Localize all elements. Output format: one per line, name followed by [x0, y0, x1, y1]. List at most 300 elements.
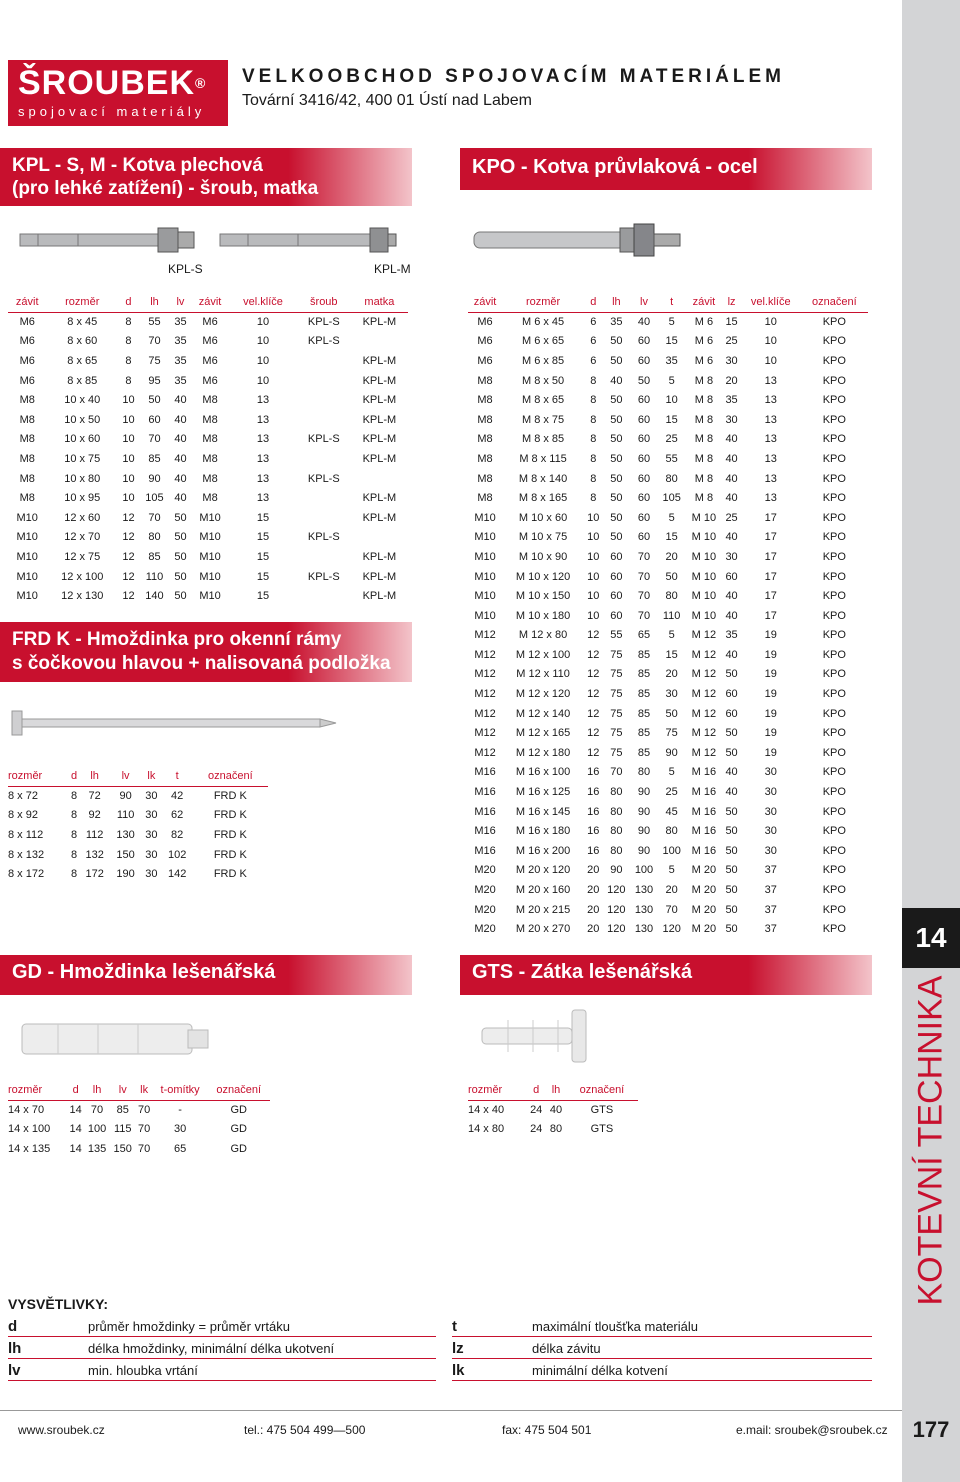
table-cell: M8: [477, 413, 493, 426]
table-cell: 50: [725, 668, 738, 681]
table-cell: 10 x 60: [64, 433, 101, 446]
table-cell: 80: [610, 825, 623, 838]
table-cell: 65: [637, 629, 651, 642]
table-cell: 40: [725, 452, 738, 465]
table-cell: 10: [764, 354, 777, 367]
gd-title-bar: [0, 955, 412, 995]
table-cell: KPL-M: [362, 354, 397, 367]
column-header: d: [67, 1080, 84, 1100]
table-cell: M20: [474, 903, 496, 916]
logo-main: ŠROUBEK: [18, 64, 196, 102]
column-header: označení: [801, 292, 868, 312]
table-cell: 8 x 60: [67, 335, 98, 348]
table-cell: 12: [587, 668, 600, 681]
table-cell: 102: [168, 848, 187, 861]
table-cell: 90: [119, 790, 132, 803]
table-cell: 115: [113, 1123, 132, 1136]
table-cell: 112: [85, 828, 104, 841]
table-cell: M 12: [691, 648, 717, 661]
legend-item: lz délka závitu: [452, 1338, 872, 1359]
table-cell: 90: [637, 825, 651, 838]
table-cell: KPO: [822, 805, 846, 818]
table-cell: 40: [549, 1104, 563, 1117]
table-cell: M 12 x 110: [516, 668, 570, 681]
table-cell: 19: [764, 707, 777, 720]
table-cell: 17: [764, 570, 777, 583]
table-cell: KPO: [822, 531, 846, 544]
table-cell: 80: [665, 825, 678, 838]
table-cell: 6: [590, 316, 597, 329]
table-cell: 85: [637, 746, 651, 759]
column-header: t: [162, 766, 193, 786]
table-cell: M 16 x 180: [515, 825, 571, 838]
table-cell: [297, 371, 351, 391]
table-cell: M16: [474, 844, 496, 857]
table-cell: 12 x 75: [64, 550, 101, 563]
table-row: [468, 665, 868, 685]
table-cell: 70: [637, 590, 651, 603]
table-cell: 10: [122, 452, 135, 465]
table-cell: 70: [148, 433, 161, 446]
table-row: [8, 586, 408, 606]
table-cell: 110: [116, 809, 135, 822]
frd-title-bar: [0, 622, 412, 682]
table-cell: 19: [764, 668, 777, 681]
table-cell: 20: [665, 884, 678, 897]
table-cell: 80: [637, 766, 651, 779]
table-cell: 40: [637, 316, 651, 329]
table-row: [8, 1139, 270, 1159]
table-cell: 60: [148, 413, 161, 426]
table-cell: M 8: [694, 492, 714, 505]
table-row: [8, 332, 408, 352]
table-cell: 17: [764, 531, 777, 544]
table-cell: M 6: [694, 354, 714, 367]
table-cell: M8: [202, 413, 218, 426]
table-cell: M16: [474, 805, 496, 818]
table-cell: 13: [256, 472, 270, 485]
table-cell: 30: [764, 786, 777, 799]
table-cell: 12: [122, 570, 135, 583]
table-cell: M 12: [691, 707, 717, 720]
table-row: [468, 919, 868, 939]
table-row: [468, 880, 868, 900]
table-cell: M 16 x 125: [515, 786, 571, 799]
table-cell: M10: [16, 590, 38, 603]
table-cell: M6: [477, 354, 493, 367]
table-cell: 35: [174, 335, 187, 348]
table-cell: M6: [19, 316, 35, 329]
table-cell: 30: [764, 766, 777, 779]
table-cell: M12: [474, 648, 496, 661]
table-cell: 12: [122, 531, 135, 544]
table-cell: 30: [145, 828, 158, 841]
gd-title: GD - Hmoždinka lešenářská: [12, 961, 276, 983]
table-cell: 172: [85, 868, 104, 881]
table-cell: 10: [587, 609, 600, 622]
kpl-header-row: [8, 292, 408, 312]
table-cell: M 10 x 120: [515, 570, 571, 583]
table-row: [468, 586, 868, 606]
table-cell: 19: [764, 727, 777, 740]
table-row: [8, 351, 408, 371]
column-header: t: [658, 292, 686, 312]
table-cell: KPO: [822, 452, 846, 465]
table-cell: M 10: [691, 511, 717, 524]
column-header: rozměr: [46, 292, 118, 312]
table-row: [468, 449, 868, 469]
table-cell: 25: [665, 433, 678, 446]
table-cell: 37: [764, 884, 777, 897]
table-cell: 60: [637, 354, 651, 367]
table-row: [468, 841, 868, 861]
table-cell: 8: [70, 848, 78, 861]
column-header: rozměr: [8, 766, 69, 786]
table-cell: 8: [70, 790, 78, 803]
table-cell: 50: [174, 590, 187, 603]
table-cell: GTS: [590, 1123, 614, 1136]
table-row: [468, 723, 868, 743]
table-cell: M10: [16, 511, 38, 524]
table-cell: 35: [610, 316, 623, 329]
table-cell: 25: [665, 786, 678, 799]
table-cell: M8: [19, 433, 35, 446]
table-cell: 50: [610, 472, 623, 485]
table-cell: KPO: [822, 688, 846, 701]
table-cell: 50: [725, 923, 738, 936]
table-cell: 20: [587, 903, 600, 916]
table-cell: 50: [637, 374, 651, 387]
column-header: lv: [170, 292, 191, 312]
table-cell: [297, 449, 351, 469]
table-cell: 60: [610, 609, 623, 622]
footer-web[interactable]: www.sroubek.cz: [18, 1423, 105, 1437]
table-cell: 37: [764, 903, 777, 916]
table-cell: M6: [19, 335, 35, 348]
chapter-number: 14: [902, 908, 960, 968]
table-cell: 13: [764, 433, 777, 446]
table-cell: KPO: [822, 394, 846, 407]
table-cell: 12 x 70: [64, 531, 101, 544]
column-header: lv: [630, 292, 658, 312]
kpl-m-image: [218, 222, 398, 258]
table-cell: M8: [19, 472, 35, 485]
header-address: Tovární 3416/42, 400 01 Ústí nad Labem: [242, 92, 532, 109]
table-cell: 15: [725, 316, 738, 329]
column-header: d: [584, 292, 602, 312]
table-cell: KPO: [822, 727, 846, 740]
table-cell: 12 x 130: [61, 590, 104, 603]
table-cell: 14 x 100: [8, 1123, 51, 1136]
column-header: šroub: [297, 292, 351, 312]
table-cell: KPL-M: [362, 590, 397, 603]
table-cell: M6: [477, 316, 493, 329]
table-cell: KPL-M: [362, 394, 397, 407]
table-cell: 40: [174, 413, 187, 426]
table-cell: M6: [202, 374, 218, 387]
table-cell: 42: [171, 790, 184, 803]
footer-mail[interactable]: e.mail: sroubek@sroubek.cz: [736, 1423, 888, 1437]
table-row: [468, 430, 868, 450]
table-cell: 30: [764, 825, 777, 838]
table-cell: 130: [634, 903, 654, 916]
table-cell: 8 x 92: [8, 809, 38, 822]
table-cell: M 10: [691, 570, 717, 583]
table-cell: M 12: [691, 629, 717, 642]
table-cell: 85: [637, 707, 651, 720]
table-cell: M 6 x 65: [521, 335, 565, 348]
table-cell: 50: [610, 531, 623, 544]
table-cell: 60: [725, 688, 738, 701]
table-cell: KPO: [822, 923, 846, 936]
table-cell: 20: [725, 374, 738, 387]
kpo-header-row: [468, 292, 868, 312]
legend-item: d průměr hmoždinky = průměr vrtáku: [8, 1316, 436, 1337]
table-cell: 50: [610, 354, 623, 367]
table-cell: KPO: [822, 648, 846, 661]
table-cell: KPO: [822, 374, 846, 387]
table-cell: M 16: [691, 825, 717, 838]
table-cell: 65: [173, 1142, 187, 1155]
table-cell: KPL-M: [362, 570, 397, 583]
table-cell: M8: [19, 492, 35, 505]
table-cell: KPO: [822, 844, 846, 857]
table-cell: 40: [174, 472, 187, 485]
table-cell: 120: [607, 903, 626, 916]
table-cell: M6: [202, 335, 218, 348]
table-cell: 50: [610, 433, 623, 446]
table-cell: 35: [174, 374, 187, 387]
column-header: závit: [468, 292, 502, 312]
table-cell: M 6 x 45: [521, 316, 565, 329]
table-cell: 60: [637, 511, 651, 524]
table-cell: 19: [764, 648, 777, 661]
table-cell: M10: [199, 590, 221, 603]
table-cell: 20: [587, 864, 600, 877]
table-cell: 60: [637, 335, 651, 348]
table-cell: 105: [662, 492, 681, 505]
table-cell: 30: [173, 1123, 187, 1136]
table-cell: 12: [122, 590, 135, 603]
table-cell: M12: [474, 727, 496, 740]
table-row: [468, 351, 868, 371]
table-cell: 110: [145, 570, 164, 583]
table-cell: M 8 x 165: [518, 492, 568, 505]
table-cell: M 8 x 75: [521, 413, 565, 426]
table-cell: 40: [725, 590, 738, 603]
table-cell: KPO: [822, 707, 846, 720]
table-cell: 50: [174, 570, 187, 583]
table-cell: 75: [610, 707, 623, 720]
table-cell: 60: [637, 452, 651, 465]
table-cell: M12: [474, 707, 496, 720]
table-cell: KPL-M: [362, 511, 397, 524]
table-cell: M 12: [691, 668, 717, 681]
table-cell: 50: [665, 707, 678, 720]
table-row: [468, 567, 868, 587]
table-cell: 6: [590, 335, 597, 348]
table-cell: 60: [637, 413, 651, 426]
table-cell: 50: [725, 903, 738, 916]
table-cell: 100: [634, 864, 654, 877]
table-cell: M 10 x 180: [515, 609, 571, 622]
table-row: [8, 508, 408, 528]
kpl-m-caption: KPL-M: [374, 262, 411, 276]
table-cell: M 8: [694, 413, 714, 426]
table-cell: 50: [725, 844, 738, 857]
table-cell: 90: [637, 786, 651, 799]
table-cell: 17: [764, 511, 777, 524]
table-cell: GD: [230, 1142, 247, 1155]
table-cell: M 12 x 180: [515, 746, 571, 759]
table-cell: KPO: [822, 492, 846, 505]
table-cell: M8: [19, 394, 35, 407]
gd-header-row: [8, 1080, 270, 1100]
column-header: závit: [8, 292, 46, 312]
table-cell: KPO: [822, 316, 846, 329]
table-cell: 55: [610, 629, 623, 642]
table-cell: 10: [587, 511, 600, 524]
table-cell: 50: [610, 511, 623, 524]
table-cell: [297, 351, 351, 371]
table-cell: 14 x 40: [468, 1104, 505, 1117]
legend-item: t maximální tloušťka materiálu: [452, 1316, 872, 1337]
table-cell: 13: [256, 492, 270, 505]
table-cell: 19: [764, 629, 777, 642]
table-cell: 12: [587, 727, 600, 740]
table-cell: 50: [725, 727, 738, 740]
column-header: lv: [110, 1080, 136, 1100]
table-cell: 10 x 50: [64, 413, 101, 426]
table-cell: 40: [725, 472, 738, 485]
table-cell: M12: [474, 629, 496, 642]
table-cell: M12: [474, 688, 496, 701]
table-row: [8, 469, 408, 489]
table-cell: M20: [474, 884, 496, 897]
table-row: [8, 567, 408, 587]
table-row: [468, 332, 868, 352]
table-cell: KPO: [822, 433, 846, 446]
table-cell: M 20 x 270: [515, 923, 571, 936]
table-cell: 70: [148, 511, 161, 524]
table-cell: M 6 x 85: [521, 354, 565, 367]
gd-table: [8, 1080, 270, 1159]
table-cell: 90: [637, 844, 651, 857]
table-cell: 75: [610, 688, 623, 701]
table-row: [468, 704, 868, 724]
table-cell: [351, 469, 408, 489]
table-cell: KPO: [822, 511, 846, 524]
header-title: VELKOOBCHOD SPOJOVACÍM MATERIÁLEM: [242, 66, 785, 87]
gd-image: [18, 1014, 218, 1064]
table-cell: 10: [122, 413, 135, 426]
table-cell: 80: [549, 1123, 563, 1136]
table-cell: 8: [590, 374, 597, 387]
kpl-title-1: KPL - S, M - Kotva plechová: [12, 155, 263, 176]
table-cell: M 20: [691, 864, 717, 877]
table-cell: 8: [125, 354, 132, 367]
table-cell: 190: [116, 868, 135, 881]
table-cell: 30: [725, 354, 738, 367]
column-header: matka: [351, 292, 408, 312]
table-cell: M 8: [694, 452, 714, 465]
table-cell: 40: [725, 492, 738, 505]
table-cell: M 16: [691, 766, 717, 779]
table-cell: 75: [610, 746, 623, 759]
table-cell: 130: [634, 884, 654, 897]
table-cell: 8 x 112: [8, 828, 44, 841]
table-cell: FRD K: [213, 828, 247, 841]
table-cell: M 12 x 120: [515, 688, 571, 701]
table-cell: M8: [202, 492, 218, 505]
table-cell: 70: [637, 550, 651, 563]
table-cell: 10: [256, 335, 270, 348]
table-cell: 16: [587, 805, 600, 818]
table-cell: FRD K: [213, 790, 247, 803]
table-cell: 8: [590, 452, 597, 465]
table-cell: [297, 410, 351, 430]
table-cell: 25: [725, 511, 738, 524]
table-cell: 70: [665, 903, 678, 916]
footer-fax: fax: 475 504 501: [502, 1423, 592, 1437]
table-cell: M 10 x 75: [518, 531, 568, 544]
table-cell: 30: [725, 550, 738, 563]
table-cell: 8 x 172: [8, 868, 45, 881]
table-cell: 13: [764, 374, 777, 387]
frd-table: [8, 766, 268, 884]
table-cell: 50: [725, 864, 738, 877]
table-cell: 80: [610, 805, 623, 818]
column-header: lh: [84, 1080, 110, 1100]
table-row: [468, 1120, 638, 1140]
table-cell: 15: [665, 335, 678, 348]
table-row: [8, 547, 408, 567]
table-cell: KPL-M: [362, 452, 397, 465]
table-cell: 14: [69, 1123, 82, 1136]
table-row: [8, 528, 408, 548]
table-cell: 12: [587, 648, 600, 661]
table-cell: 72: [88, 790, 101, 803]
column-header: lh: [79, 766, 110, 786]
table-cell: 100: [87, 1123, 107, 1136]
table-cell: 12: [587, 707, 600, 720]
kpl-title-bar: [0, 148, 412, 206]
table-cell: M10: [474, 550, 496, 563]
table-cell: 15: [256, 570, 270, 583]
table-cell: 24: [530, 1104, 543, 1117]
table-cell: 60: [725, 570, 738, 583]
column-header: vel.klíče: [229, 292, 297, 312]
table-cell: 90: [610, 864, 623, 877]
table-cell: 14: [69, 1104, 82, 1117]
table-cell: M 16: [691, 805, 717, 818]
table-cell: KPO: [822, 903, 846, 916]
table-cell: 12: [122, 511, 135, 524]
table-cell: 70: [148, 335, 161, 348]
logo-reg: ®: [195, 75, 207, 91]
table-cell: 85: [116, 1104, 129, 1117]
table-row: [468, 371, 868, 391]
table-cell: 35: [174, 316, 187, 329]
table-cell: 70: [138, 1123, 151, 1136]
kpo-title-bar: [460, 148, 872, 190]
table-row: [468, 821, 868, 841]
gts-header-row: [468, 1080, 638, 1100]
column-header: označení: [193, 766, 268, 786]
table-cell: KPO: [822, 864, 846, 877]
column-header: d: [69, 766, 79, 786]
table-row: [8, 1100, 270, 1120]
